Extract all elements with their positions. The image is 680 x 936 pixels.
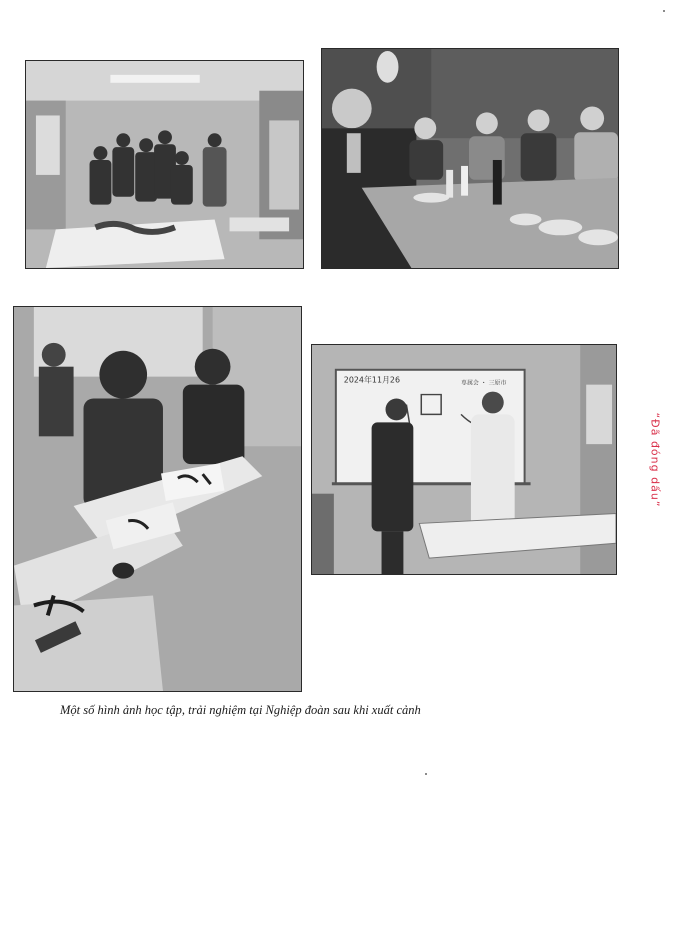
stamp-text: “Đã đóng dấu”	[648, 412, 662, 508]
whiteboard-class-photo	[311, 344, 617, 575]
red-stamp-note	[648, 405, 662, 515]
calligraphy-class-photo	[13, 306, 302, 692]
scan-speck	[663, 10, 665, 12]
whiteboard-date: 2024年11月26	[343, 375, 401, 385]
restaurant-dinner-photo	[321, 48, 619, 269]
photo-caption: Một số hình ảnh học tập, trải nghiệm tại Nghiệp đoàn sau khi xuất cảnh	[60, 703, 421, 717]
whiteboard-text: 専属会 ・ 三原市	[461, 379, 507, 387]
scan-speck	[425, 773, 427, 775]
group-classroom-photo	[25, 60, 304, 269]
